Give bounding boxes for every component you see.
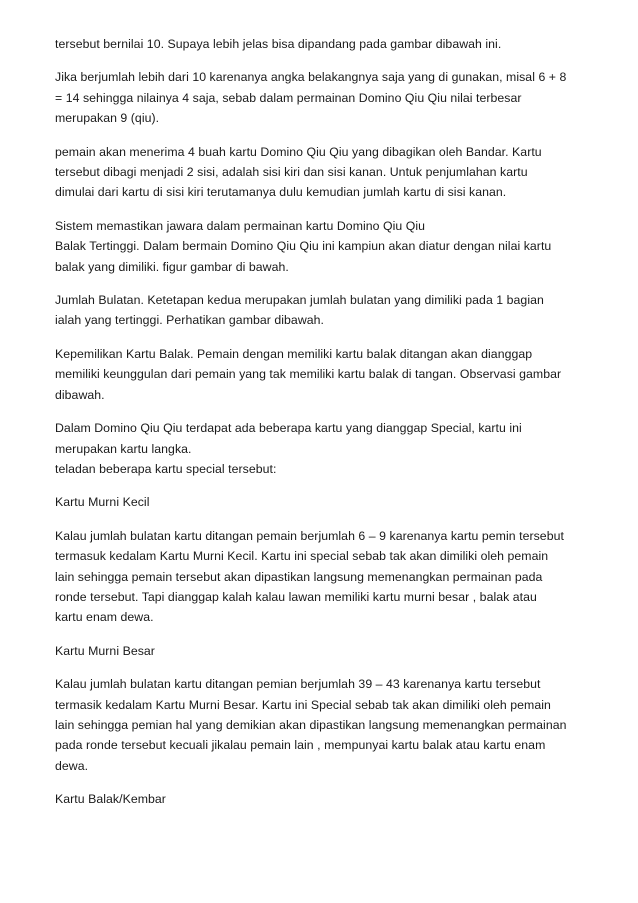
- text-line: Sistem memastikan jawara dalam permainan kartu Domino Qiu Qiu: [55, 218, 426, 233]
- text-line: lain sehingga pemian hal yang demikian akan dipastikan langsung memenangkan permainan: [55, 717, 567, 732]
- text-line: Jumlah Bulatan. Ketetapan kedua merupakan jumlah bulatan yang dimiliki pada 1 bagian: [55, 293, 544, 308]
- paragraph: [55, 526, 595, 628]
- text-line: lain sehingga pemain tersebut akan dipastikan langsung memenangkan permainan pada: [55, 569, 543, 584]
- text-line: dibawah.: [55, 387, 105, 402]
- text-line: Dalam Domino Qiu Qiu terdapat ada beberapa kartu yang dianggap Special, kartu ini: [55, 421, 522, 436]
- text-line: pemain akan menerima 4 buah kartu Domino Qiu Qiu yang dibagikan oleh Bandar. Kartu: [55, 144, 542, 159]
- paragraph: [55, 641, 595, 661]
- text-line: pada ronde tersebut kecuali jikalau pemain lain , mempunyai kartu balak atau kartu enam: [55, 738, 546, 753]
- paragraph: [55, 344, 595, 405]
- paragraph: [55, 789, 595, 809]
- text-line: memiliki keunggulan dari pemain yang tak memiliki kartu balak di tangan. Observasi gambar: [55, 367, 562, 382]
- text-line: dimulai dari kartu di sisi kiri terutamanya dulu kemudian jumlah kartu di sisi kanan.: [55, 185, 507, 200]
- text-line: merupakan 9 (qiu).: [55, 111, 160, 126]
- text-line: Jika berjumlah lebih dari 10 karenanya angka belakangnya saja yang di gunakan, misal 6 + 8: [55, 70, 567, 85]
- text-line: Kepemilikan Kartu Balak. Pemain dengan memiliki kartu balak ditangan akan dianggap: [55, 346, 533, 361]
- text-line: kartu enam dewa.: [55, 610, 154, 625]
- paragraph: [55, 418, 595, 479]
- text-line: tersebut dibagi menjadi 2 sisi, adalah sisi kiri dan sisi kanan. Untuk penjumlahan kartu: [55, 165, 528, 180]
- paragraph: [55, 674, 595, 776]
- text-line: Kartu Murni Kecil: [55, 495, 150, 510]
- text-line: merupakan kartu langka.: [55, 441, 192, 456]
- text-line: Kalau jumlah bulatan kartu ditangan pemian berjumlah 39 – 43 karenanya kartu tersebut: [55, 677, 541, 692]
- document-page: [55, 34, 595, 823]
- paragraph: [55, 67, 595, 128]
- text-line: ialah yang tertinggi. Perhatikan gambar dibawah.: [55, 313, 324, 328]
- paragraph: [55, 492, 595, 512]
- text-line: Kartu Murni Besar: [55, 643, 155, 658]
- text-line: teladan beberapa kartu special tersebut:: [55, 461, 277, 476]
- text-line: ronde tersebut. Tapi dianggap kalah kalau lawan memiliki kartu murni besar , balak atau: [55, 589, 537, 604]
- paragraph: [55, 290, 595, 331]
- text-line: Kalau jumlah bulatan kartu ditangan pemain berjumlah 6 – 9 karenanya kartu pemin tersebut: [55, 528, 564, 543]
- text-line: dewa.: [55, 758, 89, 773]
- text-line: termasuk kedalam Kartu Murni Kecil. Kartu ini special sebab tak akan dimiliki oleh pemain: [55, 549, 549, 564]
- text-line: balak yang dimiliki. figur gambar di bawah.: [55, 259, 289, 274]
- paragraph: [55, 34, 595, 54]
- text-line: tersebut bernilai 10. Supaya lebih jelas bisa dipandang pada gambar dibawah ini.: [55, 37, 502, 51]
- paragraph: [55, 216, 595, 277]
- text-line: Balak Tertinggi. Dalam bermain Domino Qiu Qiu ini kampiun akan diatur dengan nilai kartu: [55, 239, 552, 254]
- paragraph: [55, 142, 595, 203]
- text-line: Kartu Balak/Kembar: [55, 792, 166, 807]
- text-line: termasik kedalam Kartu Murni Besar. Kartu ini Special sebab tak akan dimiliki oleh pemain: [55, 697, 551, 712]
- text-line: = 14 sehingga nilainya 4 saja, sebab dalam permainan Domino Qiu Qiu nilai terbesar: [55, 90, 522, 105]
